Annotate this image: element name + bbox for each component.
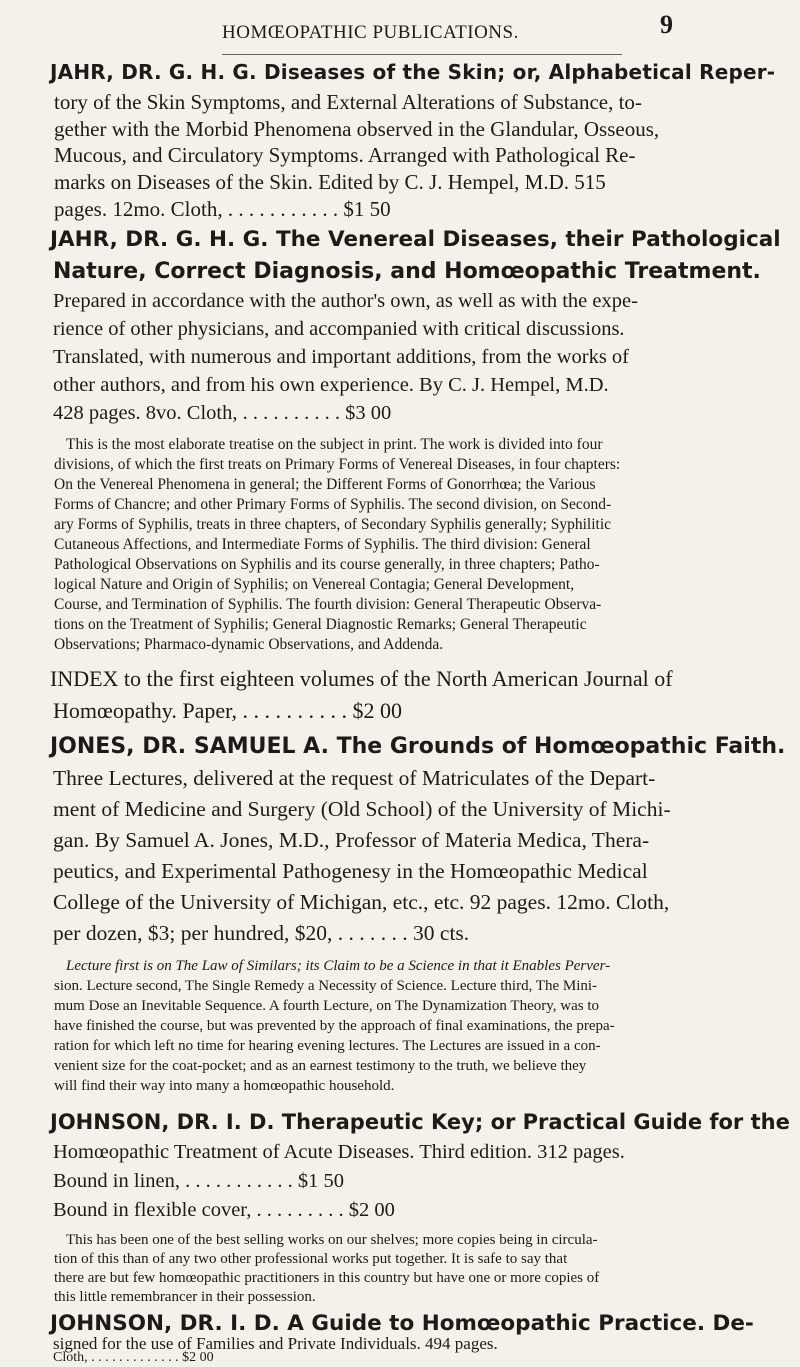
entry-note-line: mum Dose an Inevitable Sequence. A fourth Lecture, on The Dynamization Theory, was to bbox=[54, 998, 599, 1014]
entry-text-line: Translated, with numerous and important additions, from the works of bbox=[53, 346, 630, 368]
entry-heading-line: JONES, DR. SAMUEL A. The Grounds of Homœopathic Faith. bbox=[50, 734, 786, 759]
entry-note-line: ration for which left no time for hearing evening lectures. The Lectures are issued in a con- bbox=[54, 1038, 601, 1054]
entry-price-line: per dozen, $3; per hundred, $20, . . . . . . . 30 cts. bbox=[53, 921, 470, 945]
entry-note-line: sion. Lecture second, The Single Remedy a Necessity of Science. Lecture third, The Mini- bbox=[54, 978, 598, 994]
entry-text-line: tory of the Skin Symptoms, and External Alterations of Substance, to- bbox=[54, 90, 642, 114]
entry-note-line: have finished the course, but was prevented by the approach of final examinations, the prepa- bbox=[54, 1018, 615, 1034]
entry-note-line: Observations; Pharmaco-dynamic Observations, and Addenda. bbox=[54, 636, 444, 653]
entry-price-line: Bound in linen, . . . . . . . . . . . $1 50 bbox=[53, 1170, 344, 1192]
entry-heading-line: INDEX to the first eighteen volumes of the North American Journal of bbox=[50, 666, 673, 691]
entry-note-line: Forms of Chancre; and other Primary Forms of Syphilis. The second division, on Second- bbox=[54, 496, 612, 513]
entry-note-line: tion of this than of any two other professional works put together. It is safe to say that bbox=[54, 1251, 568, 1267]
page-number: 9 bbox=[660, 10, 673, 39]
entry-price-line: Bound in flexible cover, . . . . . . . . . $2 00 bbox=[53, 1199, 395, 1221]
entry-text-line: rience of other physicians, and accompanied with critical discussions. bbox=[53, 318, 625, 340]
entry-note-line: will find their way into many a homœopathic household. bbox=[54, 1078, 395, 1094]
entry-text-line: Prepared in accordance with the author's own, as well as with the expe- bbox=[53, 290, 638, 312]
entry-text-line: Mucous, and Circulatory Symptoms. Arranged with Pathological Re- bbox=[54, 143, 636, 167]
entry-text-line: gan. By Samuel A. Jones, M.D., Professor of Materia Medica, Thera- bbox=[53, 828, 650, 852]
entry-text-line: College of the University of Michigan, etc., etc. 92 pages. 12mo. Cloth, bbox=[53, 890, 670, 914]
entry-heading-line: JOHNSON, DR. I. D. Therapeutic Key; or Practical Guide for the bbox=[50, 1110, 790, 1134]
entry-note-line: Pathological Observations on Syphilis and its course generally, in three chapters; Patho- bbox=[54, 556, 600, 573]
entry-text-line: ment of Medicine and Surgery (Old School) of the University of Michi- bbox=[53, 797, 671, 821]
entry-note-line: Lecture first is on The Law of Similars; its Claim to be a Science in that it Enables Perver- bbox=[66, 958, 611, 974]
entry-price-line: pages. 12mo. Cloth, . . . . . . . . . . . $1 50 bbox=[54, 197, 391, 221]
entry-note-line: This is the most elaborate treatise on the subject in print. The work is divided into four bbox=[66, 436, 603, 453]
entry-note-line: On the Venereal Phenomena in general; the Different Forms of Gonorrhœa; the Various bbox=[54, 476, 596, 493]
entry-price-line: Cloth, . . . . . . . . . . . . . $2 00 bbox=[53, 1350, 214, 1365]
entry-text-line: peutics, and Experimental Pathogenesy in the Homœopathic Medical bbox=[53, 859, 648, 883]
running-head: HOMŒOPATHIC PUBLICATIONS. bbox=[222, 22, 519, 43]
entry-text-line: other authors, and from his own experience. By C. J. Hempel, M.D. bbox=[53, 374, 609, 396]
entry-note-line: ary Forms of Syphilis, treats in three chapters, of Secondary Syphilis generally; Syphilitic bbox=[54, 516, 612, 533]
entry-heading-line: Nature, Correct Diagnosis, and Homœopathic Treatment. bbox=[53, 259, 761, 284]
entry-note-line: logical Nature and Origin of Syphilis; on Venereal Contagia; General Development, bbox=[54, 576, 575, 593]
entry-text-line: marks on Diseases of the Skin. Edited by C. J. Hempel, M.D. 515 bbox=[54, 170, 606, 194]
entry-text-line: signed for the use of Families and Private Individuals. 494 pages. bbox=[53, 1334, 498, 1353]
entry-note-line: tions on the Treatment of Syphilis; General Diagnostic Remarks; General Therapeutic bbox=[54, 616, 587, 633]
entry-note-line: Cutaneous Affections, and Intermediate Forms of Syphilis. The third division: General bbox=[54, 536, 591, 553]
entry-heading-line: JAHR, DR. G. H. G. The Venereal Diseases, their Pathological bbox=[50, 227, 781, 252]
entry-text-line: gether with the Morbid Phenomena observed in the Glandular, Osseous, bbox=[54, 117, 660, 141]
entry-heading-line: JAHR, DR. G. H. G. Diseases of the Skin; or, Alphabetical Reper- bbox=[50, 60, 776, 84]
entry-note-line: there are but few homœopathic practitioners in this country but have one or more copies of bbox=[54, 1270, 600, 1286]
entry-heading-line: JOHNSON, DR. I. D. A Guide to Homœopathic Practice. De- bbox=[50, 1311, 754, 1336]
entry-price-line: Homœopathy. Paper, . . . . . . . . . . $2 00 bbox=[53, 698, 403, 723]
page-header bbox=[0, 8, 800, 48]
entry-note-line: venient size for the coat-pocket; and as an earnest testimony to the truth, we believe they bbox=[54, 1058, 587, 1074]
entry-note-line: Course, and Termination of Syphilis. The fourth division: General Therapeutic Observa- bbox=[54, 596, 602, 613]
entry-note-line: This has been one of the best selling works on our shelves; more copies being in circula- bbox=[66, 1232, 598, 1248]
entry-price-line: 428 pages. 8vo. Cloth, . . . . . . . . . . $3 00 bbox=[53, 402, 392, 424]
entry-note-line: divisions, of which the first treats on Primary Forms of Venereal Diseases, in four chapters: bbox=[54, 456, 621, 473]
entry-note-line: this little remembrancer in their possession. bbox=[54, 1289, 316, 1305]
entry-text-line: Homœopathic Treatment of Acute Diseases. Third edition. 312 pages. bbox=[53, 1141, 625, 1163]
entry-text-line: Three Lectures, delivered at the request of Matriculates of the Depart- bbox=[53, 766, 656, 790]
header-rule bbox=[222, 54, 622, 55]
